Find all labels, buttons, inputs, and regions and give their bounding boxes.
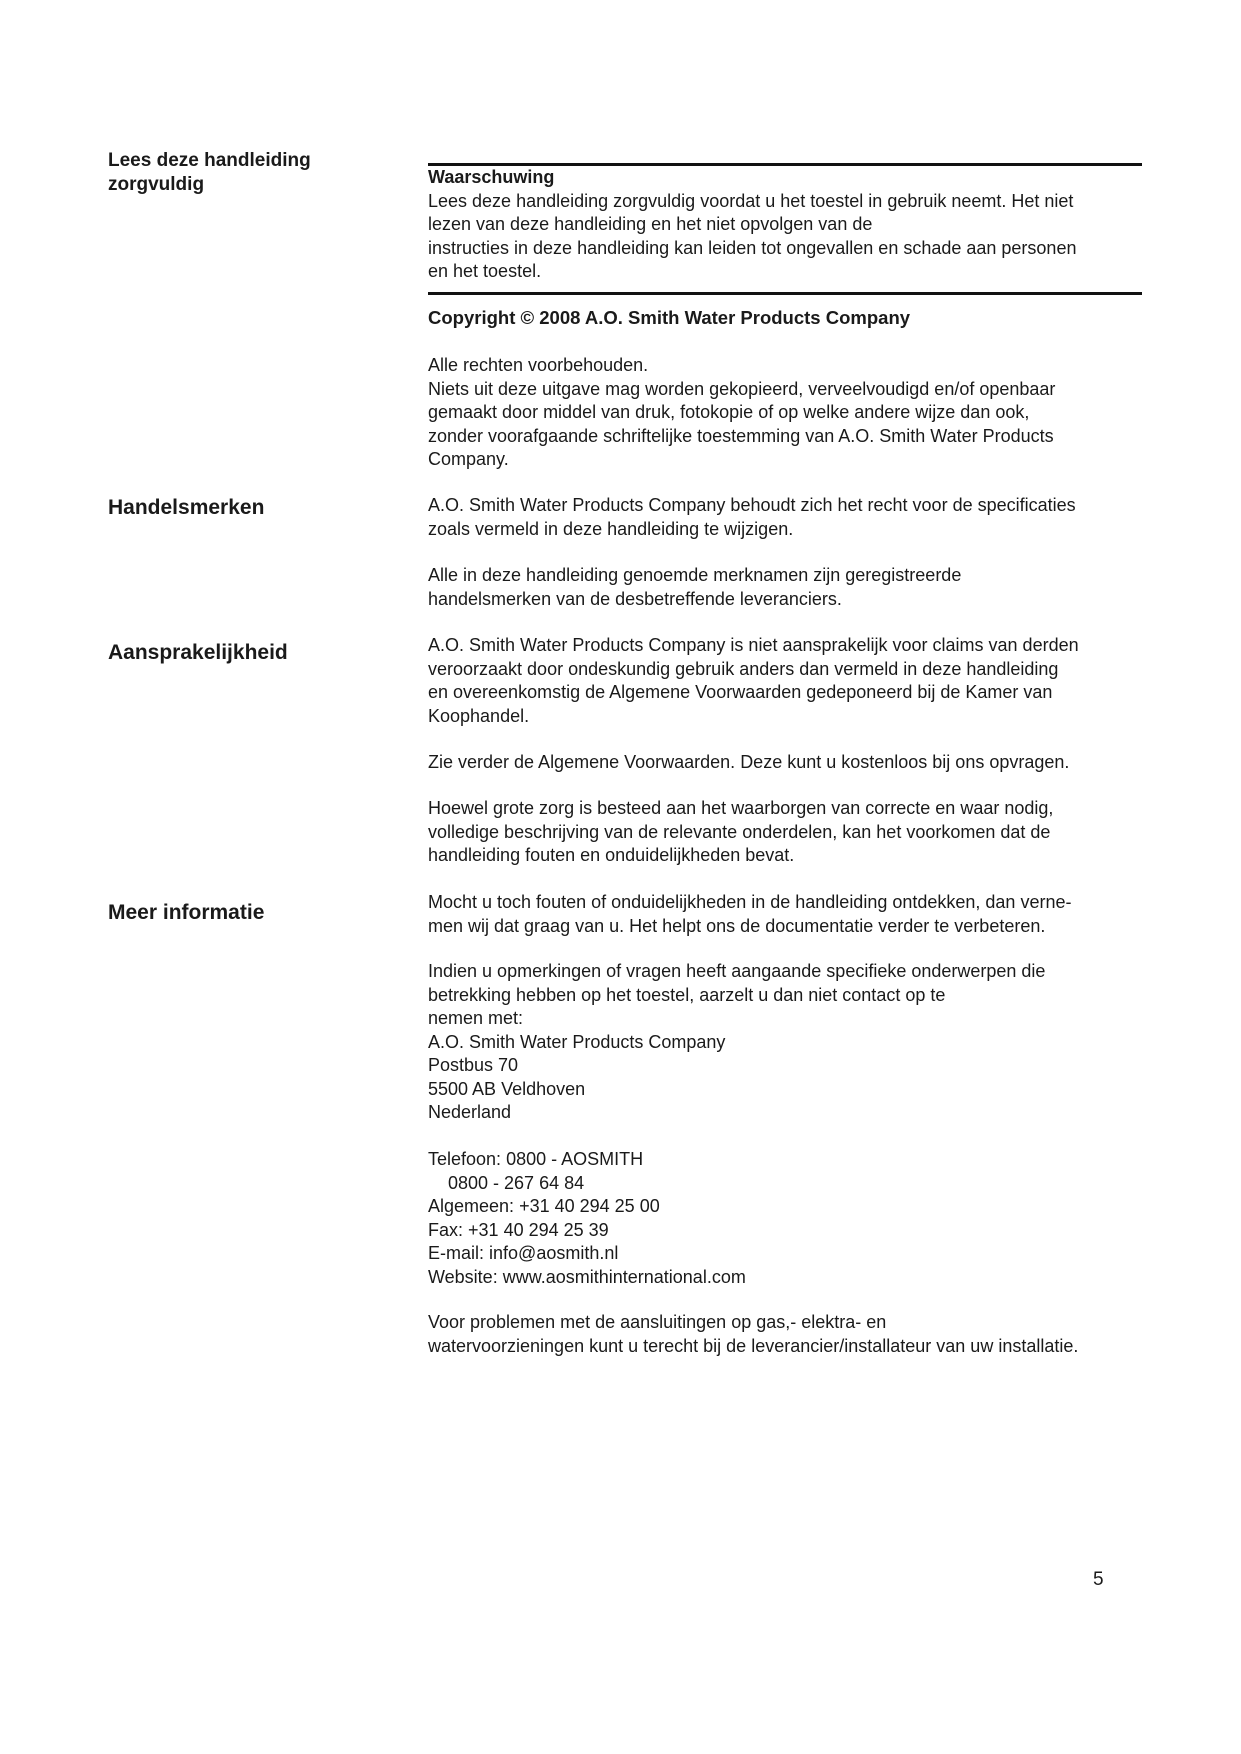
warning-line: Lees deze handleiding zorgvuldig voordat u het toestel in gebruik neemt. Het niet: [428, 190, 1074, 211]
phone-value-2: 0800 - 267 64 84: [448, 1172, 585, 1193]
text-line: Zie verder de Algemene Voorwaarden. Deze kunt u kostenloos bij ons opvragen.: [428, 752, 1070, 772]
general-label: Algemeen:: [428, 1196, 515, 1216]
warning-bottom-rule: [428, 292, 1142, 295]
text-line: Voor problemen met de aansluitingen op gas,- elektra- en: [428, 1312, 887, 1332]
text-line: men wij dat graag van u. Het helpt ons de documentatie verder te verbeteren.: [428, 915, 1046, 936]
heading-more-info: Meer informatie: [108, 901, 265, 924]
address-pobox: Postbus 70: [428, 1055, 519, 1075]
text-line: handelsmerken van de desbetreffende leveranciers.: [428, 588, 842, 609]
address-country: Nederland: [428, 1102, 512, 1122]
fax-value: +31 40 294 25 39: [468, 1219, 609, 1240]
trademarks-para-2: [428, 564, 1148, 611]
heading-read-manual: [108, 149, 388, 197]
contact-phone-row: [428, 1148, 1148, 1172]
contact-email-row: [428, 1242, 1148, 1266]
warning-line: lezen van deze handleiding en het niet opvolgen van de: [428, 214, 873, 234]
website-label: Website:: [428, 1266, 498, 1287]
phone-label: Telefoon:: [428, 1149, 502, 1169]
more-info-para-1: [428, 891, 1148, 938]
general-value: +31 40 294 25 00: [519, 1196, 660, 1216]
text-line: Alle in deze handleiding genoemde merknamen zijn geregistreerde: [428, 565, 962, 585]
text-line: Hoewel grote zorg is besteed aan het waarborgen van correcte en waar nodig,: [428, 798, 1054, 818]
liability-para-3: [428, 797, 1148, 868]
text-line: zoals vermeld in deze handleiding te wijzigen.: [428, 518, 794, 539]
heading-read-manual-line2: zorgvuldig: [108, 174, 205, 195]
liability-para-2: [428, 751, 1148, 775]
contact-website-row: [428, 1266, 1148, 1290]
contact-fax-row: [428, 1219, 1148, 1243]
warning-line: en het toestel.: [428, 261, 542, 281]
page-number: 5: [1093, 1569, 1104, 1590]
heading-read-manual-line1: Lees deze handleiding: [108, 150, 311, 171]
text-line: en overeenkomstig de Algemene Voorwaarden gedeponeerd bij de Kamer van: [428, 682, 1053, 702]
text-line: veroorzaakt door ondeskundig gebruik anders dan vermeld in deze handleiding: [428, 658, 1059, 679]
copyright-title: Copyright © 2008 A.O. Smith Water Products Company: [428, 307, 911, 328]
heading-trademarks: Handelsmerken: [108, 496, 265, 519]
text-line: nemen met:: [428, 1008, 524, 1028]
warning-line: instructies in deze handleiding kan leiden tot ongevallen en schade aan personen: [428, 237, 1077, 258]
more-info-para-2: [428, 960, 1148, 1125]
address-company: A.O. Smith Water Products Company: [428, 1031, 726, 1052]
phone-value-1: 0800 - AOSMITH: [506, 1149, 644, 1169]
copyright-line: gemaakt door middel van druk, fotokopie of op welke andere wijze dan ook,: [428, 402, 1030, 422]
heading-liability: Aansprakelijkheid: [108, 641, 288, 664]
text-line: Mocht u toch fouten of onduidelijkheden in de handleiding ontdekken, dan verne-: [428, 892, 1072, 912]
address-city: 5500 AB Veldhoven: [428, 1078, 586, 1099]
copyright-text: [428, 354, 1148, 472]
text-line: A.O. Smith Water Products Company is niet aansprakelijk voor claims van derden: [428, 635, 1079, 655]
text-line: A.O. Smith Water Products Company behoudt zich het recht voor de specificaties: [428, 495, 1076, 515]
contact-general-row: [428, 1195, 1148, 1219]
more-info-para-3: [428, 1311, 1148, 1358]
copyright-line: Alle rechten voorbehouden.: [428, 355, 649, 375]
copyright-line: Niets uit deze uitgave mag worden gekopieerd, verveelvoudigd en/of openbaar: [428, 378, 1056, 399]
text-line: Indien u opmerkingen of vragen heeft aangaande specifieke onderwerpen die: [428, 961, 1046, 981]
copyright-line: zonder voorafgaande schriftelijke toestemming van A.O. Smith Water Products: [428, 425, 1054, 446]
text-line: betrekking hebben op het toestel, aarzelt u dan niet contact op te: [428, 984, 946, 1005]
copyright-line: Company.: [428, 449, 509, 469]
warning-block: [428, 166, 1148, 284]
email-value: info@aosmith.nl: [489, 1243, 619, 1263]
liability-para-1: [428, 634, 1148, 728]
email-label: E-mail:: [428, 1243, 485, 1263]
contact-block: [428, 1148, 1148, 1289]
text-line: volledige beschrijving van de relevante onderdelen, kan het voorkomen dat de: [428, 821, 1051, 842]
fax-label: Fax:: [428, 1219, 464, 1240]
warning-title: Waarschuwing: [428, 167, 555, 187]
trademarks-para-1: [428, 494, 1148, 541]
text-line: handleiding fouten en onduidelijkheden bevat.: [428, 845, 795, 865]
website-value: www.aosmithinternational.com: [502, 1266, 746, 1287]
text-line: watervoorzieningen kunt u terecht bij de leverancier/installateur van uw installatie.: [428, 1335, 1079, 1356]
text-line: Koophandel.: [428, 705, 530, 726]
